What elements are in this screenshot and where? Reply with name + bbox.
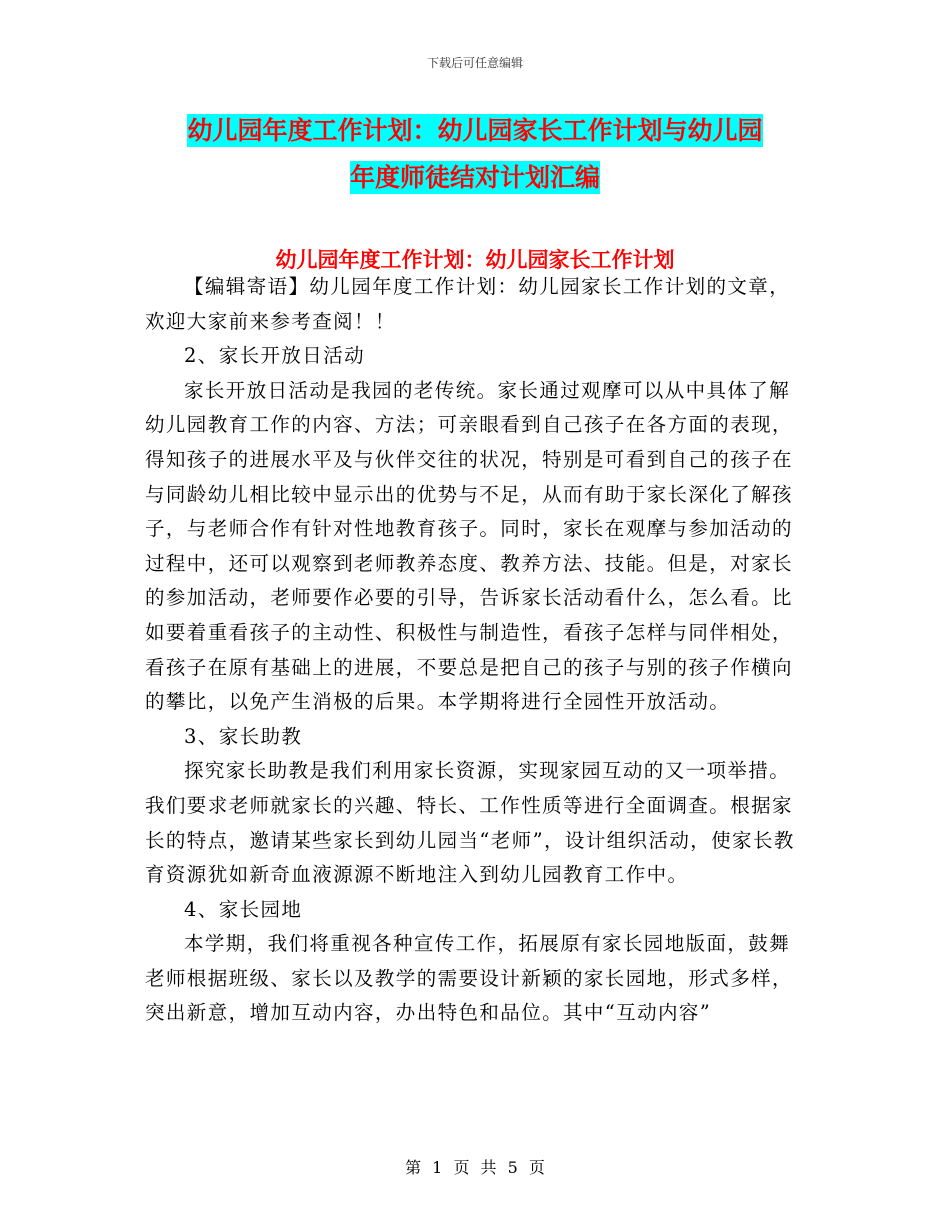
parent-board-paragraph: 本学期，我们将重视各种宣传工作，拓展原有家长园地版面，鼓舞老师根据班级、家长以及教学的需要设计新颖的家长园地，形式多样，突出新意，增加互动内容，办出特色和品位。其中“互动内容” — [145, 932, 793, 1025]
section-title: 幼儿园年度工作计划：幼儿园家长工作计划 — [275, 248, 675, 272]
document-title-line-2: 年度师徒结对计划汇编 — [349, 163, 600, 192]
document-title-line-1: 幼儿园年度工作计划：幼儿园家长工作计划与幼儿园 — [187, 116, 763, 145]
heading-open-day: 2、家长开放日活动 — [184, 344, 366, 368]
heading-parent-board: 4、家长园地 — [184, 897, 303, 921]
page-header-note: 下载后可任意编辑 — [426, 56, 523, 70]
editor-note-paragraph: 【编辑寄语】幼儿园年度工作计划：幼儿园家长工作计划的文章，欢迎大家前来参考查阅！！ — [145, 275, 791, 333]
open-day-paragraph: 家长开放日活动是我园的老传统。家长通过观摩可以从中具体了解幼儿园教育工作的内容、方法；可亲眼看到自己孩子在各方面的表现，得知孩子的进展水平及与伙伴交往的状况，特别是可看到自己的孩子在与同龄幼儿相比较中显示出的优势与不足，从而有助于家长深化了解孩子，与老师合作有针对性地教育孩子。同时，家长在观摩与参加活动的过程中，还可以观察到老师教养态度、教养方法、技能。但是，对家长的参加活动，老师要作必要的引导，告诉家长活动看什么，怎么看。比如要着重看孩子的主动性、积极性与制造性，看孩子怎样与同伴相处，看孩子在原有基础上的进展，不要总是把自己的孩子与别的孩子作横向的攀比，以免产生消极的后果。本学期将进行全园性开放活动。 — [145, 378, 793, 714]
page-number-footer: 第 1 页 共 5 页 — [405, 1158, 545, 1177]
document-body — [145, 270, 805, 1031]
document-title — [0, 107, 950, 201]
heading-parent-assistant: 3、家长助教 — [184, 724, 303, 748]
parent-assistant-paragraph: 探究家长助教是我们利用家长资源，实现家园互动的又一项举措。我们要求老师就家长的兴趣、特长、工作性质等进行全面调查。根据家长的特点，邀请某些家长到幼儿园当“老师”，设计组织活动，使家长教育资源犹如新奇血液源源不断地注入到幼儿园教育工作中。 — [145, 759, 795, 887]
